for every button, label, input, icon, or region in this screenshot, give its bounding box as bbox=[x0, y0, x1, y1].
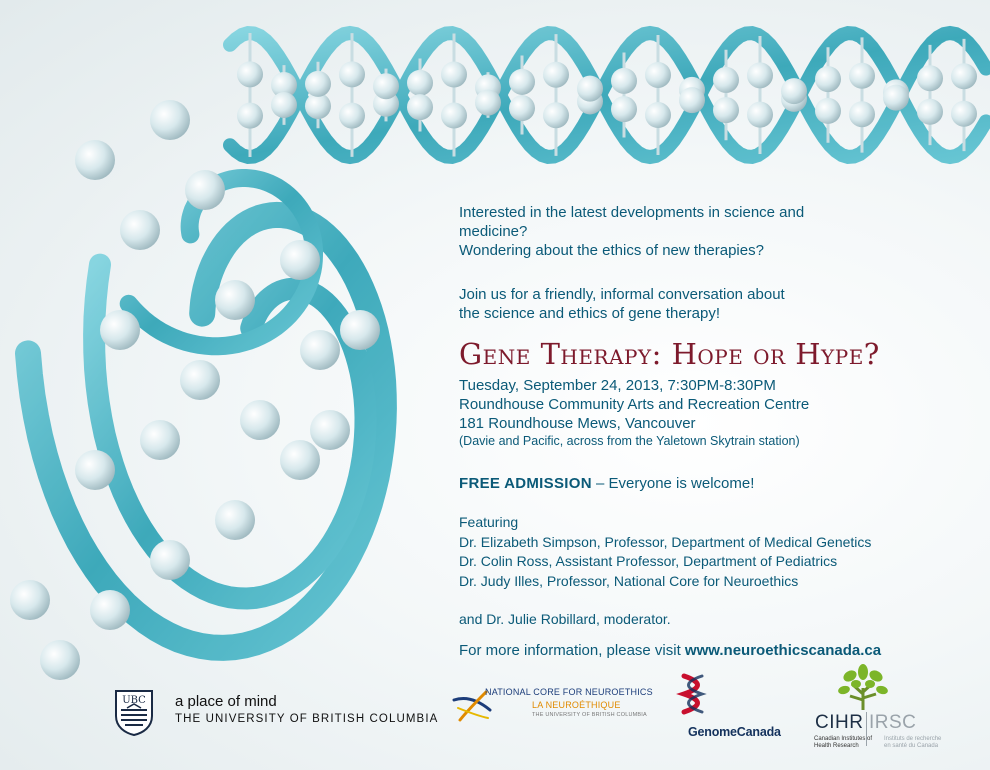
helix-bead bbox=[140, 420, 180, 460]
ubc-tagline: a place of mind bbox=[175, 693, 277, 710]
helix-bead bbox=[951, 101, 977, 127]
helix-bead bbox=[150, 100, 190, 140]
helix-bead bbox=[280, 240, 320, 280]
helix-bead bbox=[373, 73, 399, 99]
helix-bead bbox=[475, 90, 501, 116]
neuroethics-name-fr: LA NEUROÉTHIQUE bbox=[532, 700, 621, 710]
more-info-line bbox=[459, 641, 881, 660]
event-details bbox=[459, 376, 809, 449]
event-title: Gene Therapy: Hope or Hype? bbox=[459, 337, 880, 371]
helix-bead bbox=[815, 66, 841, 92]
helix-bead bbox=[305, 71, 331, 97]
helix-bead bbox=[883, 85, 909, 111]
helix-bead bbox=[543, 62, 569, 88]
helix-bead bbox=[441, 61, 467, 87]
helix-bead bbox=[237, 103, 263, 129]
genome-canada-name: GenomeCanada bbox=[688, 725, 781, 739]
helix-bead bbox=[215, 500, 255, 540]
helix-bead bbox=[75, 140, 115, 180]
helix-bead bbox=[180, 360, 220, 400]
event-venue: Roundhouse Community Arts and Recreation Centre bbox=[459, 396, 810, 413]
helix-bead bbox=[849, 101, 875, 127]
helix-bead bbox=[645, 102, 671, 128]
join-text bbox=[459, 285, 879, 323]
helix-bead bbox=[10, 580, 50, 620]
helix-bead bbox=[645, 62, 671, 88]
helix-bead bbox=[509, 69, 535, 95]
website-link[interactable]: www.neuroethicscanada.ca bbox=[684, 642, 882, 659]
ubc-crest-logo bbox=[115, 690, 153, 736]
helix-bead bbox=[815, 98, 841, 124]
helix-bead bbox=[280, 440, 320, 480]
neuroethics-ubc-line: THE UNIVERSITY OF BRITISH COLUMBIA bbox=[532, 712, 647, 718]
helix-bead bbox=[40, 640, 80, 680]
ubc-crest-text: UBC bbox=[122, 695, 146, 706]
helix-bead bbox=[75, 450, 115, 490]
helix-bead bbox=[305, 93, 331, 119]
join-line: Join us for a friendly, informal conversation about bbox=[459, 286, 785, 303]
cihr-tree-icon bbox=[836, 664, 890, 710]
helix-bead bbox=[339, 103, 365, 129]
cihr-subtitle-fr: Instituts de recherche en santé du Canada bbox=[884, 736, 942, 749]
featuring-section bbox=[459, 513, 871, 591]
intro-line: Wondering about the ethics of new therapies? bbox=[459, 242, 764, 259]
helix-bead bbox=[339, 61, 365, 87]
helix-bead bbox=[951, 63, 977, 89]
helix-bead bbox=[185, 170, 225, 210]
event-datetime: Tuesday, September 24, 2013, 7:30PM-8:30PM bbox=[459, 377, 776, 394]
speaker-item: Dr. Elizabeth Simpson, Professor, Department of Medical Genetics bbox=[459, 533, 872, 550]
helix-bead bbox=[679, 87, 705, 113]
helix-bead bbox=[441, 103, 467, 129]
helix-bead bbox=[271, 92, 297, 118]
helix-bead bbox=[150, 540, 190, 580]
join-line: the science and ethics of gene therapy! bbox=[459, 305, 721, 322]
helix-bead bbox=[747, 102, 773, 128]
helix-bead bbox=[120, 210, 160, 250]
speaker-item: Dr. Colin Ross, Assistant Professor, Department of Pediatrics bbox=[459, 553, 838, 569]
helix-bead bbox=[509, 95, 535, 121]
event-directions: (Davie and Pacific, across from the Yaletown Skytrain station) bbox=[459, 434, 800, 448]
helix-bead bbox=[215, 280, 255, 320]
intro-line: medicine? bbox=[459, 223, 528, 240]
intro-text bbox=[459, 203, 879, 260]
helix-bead bbox=[611, 96, 637, 122]
helix-bead bbox=[917, 65, 943, 91]
admission-text: – Everyone is welcome! bbox=[591, 475, 755, 492]
helix-bead bbox=[781, 78, 807, 104]
more-info-text: For more information, please visit bbox=[459, 642, 685, 659]
ubc-name: THE UNIVERSITY OF BRITISH COLUMBIA bbox=[175, 713, 439, 725]
neuroethics-name-en: NATIONAL CORE FOR NEUROETHICS bbox=[485, 687, 653, 697]
event-address: 181 Roundhouse Mews, Vancouver bbox=[459, 415, 696, 432]
helix-bead bbox=[300, 330, 340, 370]
moderator-line: and Dr. Julie Robillard, moderator. bbox=[459, 611, 671, 627]
admission-label: FREE ADMISSION bbox=[459, 475, 592, 492]
helix-bead bbox=[713, 97, 739, 123]
cihr-name: CIHR bbox=[815, 712, 864, 733]
helix-bead bbox=[849, 63, 875, 89]
helix-bead bbox=[747, 62, 773, 88]
helix-bead bbox=[90, 590, 130, 630]
helix-bead bbox=[407, 70, 433, 96]
intro-line: Interested in the latest developments in science and bbox=[459, 204, 805, 221]
irsc-name: IRSC bbox=[869, 712, 917, 733]
cihr-subtitle-en: Canadian Institutes of Health Research bbox=[814, 736, 873, 749]
featuring-heading: Featuring bbox=[459, 514, 519, 530]
admission-line bbox=[459, 474, 754, 493]
helix-bead bbox=[310, 410, 350, 450]
helix-bead bbox=[240, 400, 280, 440]
helix-bead bbox=[100, 310, 140, 350]
speaker-item: Dr. Judy Illes, Professor, National Core for Neuroethics bbox=[459, 572, 799, 589]
helix-bead bbox=[577, 76, 603, 102]
helix-bead bbox=[237, 61, 263, 87]
genome-canada-mark bbox=[676, 672, 710, 720]
helix-bead bbox=[611, 68, 637, 94]
helix-bead bbox=[917, 99, 943, 125]
helix-bead bbox=[543, 102, 569, 128]
helix-bead bbox=[713, 67, 739, 93]
helix-bead bbox=[340, 310, 380, 350]
helix-bead bbox=[407, 94, 433, 120]
